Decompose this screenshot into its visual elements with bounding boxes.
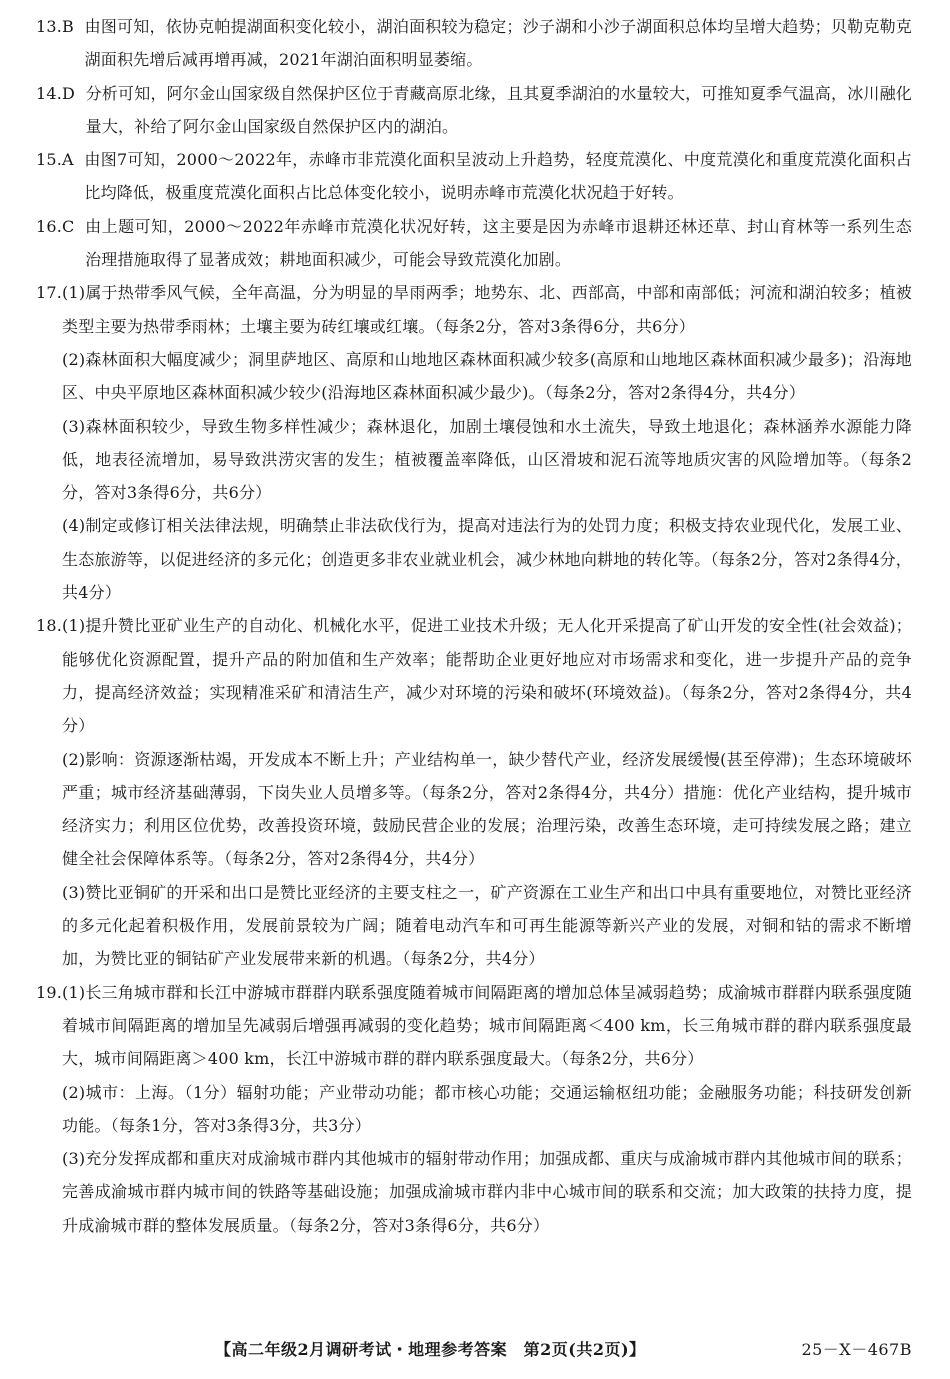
answer-part-4: (4)制定或修订相关法律法规，明确禁止非法砍伐行为，提高对违法行为的处罚力度；积极支持农业现代化，发展工业、生态旅游等，以促进经济的多元化；创造更多非农业就业机会，减少林地向耕地的转化等。（每条2分，答对2条得4分，共4分） xyxy=(62,516,912,603)
question-number: 17. xyxy=(36,283,63,303)
footer-title: 【高二年级2月调研考试・地理参考答案 第2页(共2页)】 xyxy=(215,1340,646,1359)
answer-19 xyxy=(36,976,912,1242)
question-number: 15.A xyxy=(36,150,74,170)
answer-text: 分析可知，阿尔金山国家级自然保护区位于青藏高原北缘，且其夏季湖泊的水量较大，可推知夏季气温高，冰川融化量大，补给了阿尔金山国家级自然保护区内的湖泊。 xyxy=(85,83,912,136)
answer-18 xyxy=(36,609,912,975)
question-number: 13.B xyxy=(36,17,75,36)
answer-part-2: (2)森林面积大幅度减少；洞里萨地区、高原和山地地区森林面积减少较多(高原和山地地区森林面积减少最多)；沿海地区、中央平原地区森林面积减少较少(沿海地区森林面积减少最少)。（每条2分，答对2条得4分，共4分） xyxy=(62,349,912,403)
answer-text: 由图可知，依协克帕提湖面积变化较小，湖泊面积较为稳定；沙子湖和小沙子湖面积总体均呈增大趋势；贝勒克勒克湖面积先增后减再增再减，2021年湖泊面积明显萎缩。 xyxy=(84,17,912,70)
page-footer xyxy=(0,1337,950,1367)
footer-code: 25－X－467B xyxy=(801,1340,912,1359)
answer-text: 由上题可知，2000～2022年赤峰市荒漠化状况好转，这主要是因为赤峰市退耕还林还草、封山育林等一系列生态治理措施取得了显著成效；耕地面积减少，可能会导致荒漠化加剧。 xyxy=(85,216,912,270)
answer-part-1: (1)长三角城市群和长江中游城市群群内联系强度随着城市间隔距离的增加总体呈减弱趋势；成渝城市群群内联系强度随着城市间隔距离的增加呈先减弱后增强再减弱的变化趋势；城市间隔距离＜400 km，长三角城市群的群内联系强度最大，城市间隔距离＞400 km，长江中游城市群的群内联系强度最大。（每条2分，共6分） xyxy=(62,982,912,1069)
answer-part-2: (2)城市：上海。（1分）辐射功能；产业带动功能；都市核心功能；交通运输枢纽功能；金融服务功能；科技研发创新功能。（每条1分，答对3条得3分，共3分） xyxy=(62,1082,912,1135)
question-number: 19. xyxy=(36,982,63,1002)
answer-14 xyxy=(36,77,912,144)
question-number: 16.C xyxy=(36,216,75,236)
answer-part-3: (3)赞比亚铜矿的开采和出口是赞比亚经济的主要支柱之一，矿产资源在工业生产和出口中具有重要地位，对赞比亚经济的多元化起着积极作用，发展前景较为广阔；随着电动汽车和可再生能源等新兴产业的发展，对铜和钴的需求不断增加，为赞比亚的铜钴矿产业发展带来新的机遇。（每条2分，共4分） xyxy=(62,882,912,969)
answer-15 xyxy=(36,143,912,210)
answer-part-3: (3)充分发挥成都和重庆对成渝城市群内其他城市的辐射带动作用；加强成都、重庆与成渝城市群内其他城市间的联系；完善成渝城市群内城市间的铁路等基础设施；加强成渝城市群内非中心城市间的联系和交流；加大政策的扶持力度，提升成渝城市群的整体发展质量。（每条2分，答对3条得6分，共6分） xyxy=(62,1149,912,1235)
answer-17 xyxy=(36,276,912,609)
answer-part-1: (1)属于热带季风气候，全年高温，分为明显的旱雨两季；地势东、北、西部高，中部和南部低；河流和湖泊较多；植被类型主要为热带季雨林；土壤主要为砖红壤或红壤。（每条2分，答对3条得6分，共6分） xyxy=(62,283,912,336)
answer-part-2: (2)影响：资源逐渐枯竭，开发成本不断上升；产业结构单一，缺少替代产业，经济发展缓慢(甚至停滞)；生态环境破坏严重；城市经济基础薄弱，下岗失业人员增多等。（每条2分，答对2条得4分，共4分）措施：优化产业结构，提升城市经济实力；利用区位优势，改善投资环境，鼓励民营企业的发展；治理污染，改善生态环境，走可持续发展之路；建立健全社会保障体系等。（每条2分，答对2条得4分，共4分） xyxy=(62,749,912,869)
answer-part-3: (3)森林面积较少，导致生物多样性减少；森林退化，加剧土壤侵蚀和水土流失，导致土地退化；森林涵养水源能力降低，地表径流增加，易导致洪涝灾害的发生；植被覆盖率降低，山区滑坡和泥石流等地质灾害的风险增加等。（每条2分，答对3条得6分，共6分） xyxy=(62,416,912,503)
answer-text: 由图7可知，2000～2022年，赤峰市非荒漠化面积呈波动上升趋势，轻度荒漠化、中度荒漠化和重度荒漠化面积占比均降低，极重度荒漠化面积占比总体变化较小，说明赤峰市荒漠化状况趋于好转。 xyxy=(84,150,912,203)
question-number: 18. xyxy=(36,616,63,636)
answer-16 xyxy=(36,210,912,277)
answer-13 xyxy=(36,10,912,77)
answer-part-1: (1)提升赞比亚矿业生产的自动化、机械化水平，促进工业技术升级；无人化开采提高了矿山开发的安全性(社会效益)；能够优化资源配置，提升产品的附加值和生产效率；能帮助企业更好地应对市场需求和变化，进一步提升产品的竞争力，提高经济效益；实现精准采矿和清洁生产，减少对环境的污染和破坏(环境效益)。（每条2分，答对2条得4分，共4分） xyxy=(62,616,912,736)
question-number: 14.D xyxy=(36,83,76,103)
